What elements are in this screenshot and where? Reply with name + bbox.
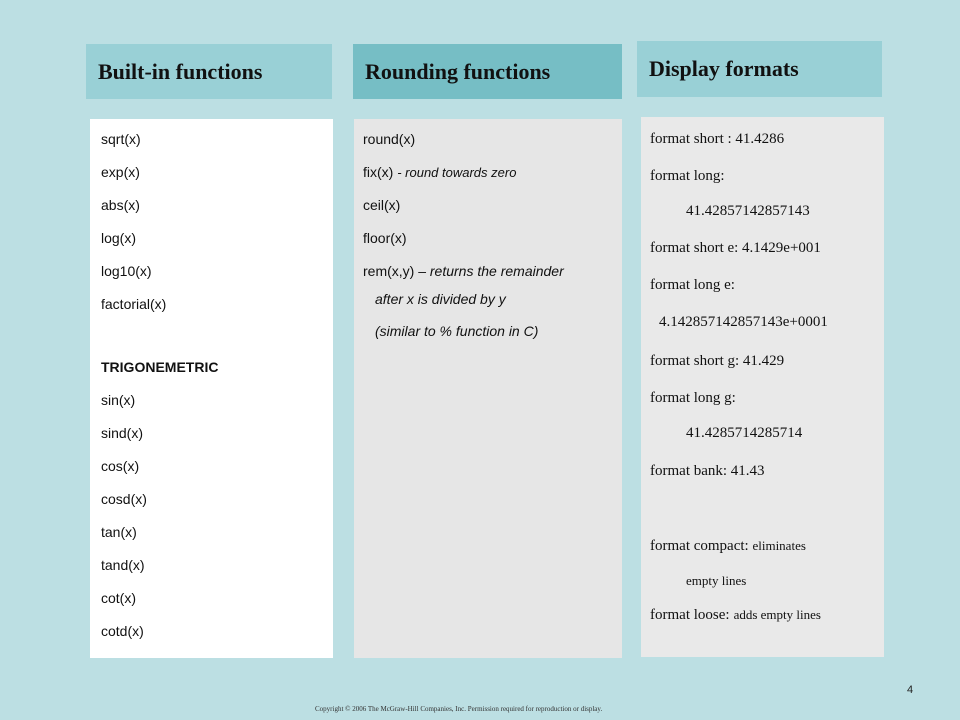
display-formats-title: Display formats (649, 56, 799, 81)
copyright-notice: Copyright © 2006 The McGraw-Hill Companies, Inc. Permission required for reproduction or display. (315, 705, 603, 713)
format-long-g-value: 41.4285714285714 (686, 425, 803, 441)
rem-note-line-3: (similar to % function in C) (375, 323, 539, 339)
builtin-functions-panel (90, 119, 333, 658)
format-loose-label: format loose: (650, 607, 730, 623)
list-item (363, 263, 564, 279)
trig-heading: TRIGONEMETRIC (101, 359, 219, 375)
format-long-g-label: format long g: (650, 390, 736, 406)
list-item: sqrt(x) (101, 131, 141, 147)
format-short: format short : 41.4286 (650, 131, 785, 147)
format-loose-note: adds empty lines (733, 607, 821, 622)
list-item: cosd(x) (101, 491, 147, 507)
format-compact-note: eliminates (752, 538, 806, 553)
rem-note-line-2: after x is divided by y (375, 291, 506, 307)
format-compact-label: format compact: (650, 538, 749, 554)
format-short-g: format short g: 41.429 (650, 353, 785, 369)
fix-function: fix(x) (363, 164, 394, 180)
list-item: tand(x) (101, 557, 145, 573)
format-long-value: 41.42857142857143 (686, 203, 810, 219)
list-item: cos(x) (101, 458, 140, 474)
list-item: round(x) (363, 131, 416, 147)
list-item: cot(x) (101, 590, 136, 606)
format-long-label: format long: (650, 168, 725, 184)
display-formats-panel (641, 117, 884, 657)
list-item: log(x) (101, 230, 137, 246)
list-item: ceil(x) (363, 197, 401, 213)
builtin-functions-header (86, 44, 332, 99)
rounding-functions-title: Rounding functions (365, 58, 551, 84)
rounding-functions-panel (354, 119, 622, 658)
format-long-e-label: format long e: (650, 277, 735, 293)
format-loose (650, 607, 821, 624)
fix-note: - round towards zero (397, 165, 517, 180)
builtin-functions-title: Built-in functions (98, 58, 263, 84)
list-item: factorial(x) (101, 296, 167, 312)
format-long-e-value: 4.142857142857143e+0001 (659, 314, 828, 330)
list-item: sin(x) (101, 392, 136, 408)
format-compact-note-line-2: empty lines (686, 573, 747, 588)
list-item: exp(x) (101, 164, 140, 180)
page-number: 4 (907, 684, 914, 696)
list-item (363, 164, 516, 180)
rem-note: returns the remainder (429, 263, 564, 279)
list-item: log10(x) (101, 263, 152, 279)
rem-function: rem(x,y) – (363, 263, 426, 279)
list-item: tan(x) (101, 524, 137, 540)
format-bank: format bank: 41.43 (650, 463, 765, 479)
display-formats-header (637, 41, 882, 97)
list-item: floor(x) (363, 230, 407, 246)
list-item: cotd(x) (101, 623, 144, 639)
list-item: sind(x) (101, 425, 144, 441)
format-short-e: format short e: 4.1429e+001 (650, 240, 821, 256)
format-compact (650, 538, 806, 555)
list-item: abs(x) (101, 197, 140, 213)
rounding-functions-header (353, 44, 622, 99)
